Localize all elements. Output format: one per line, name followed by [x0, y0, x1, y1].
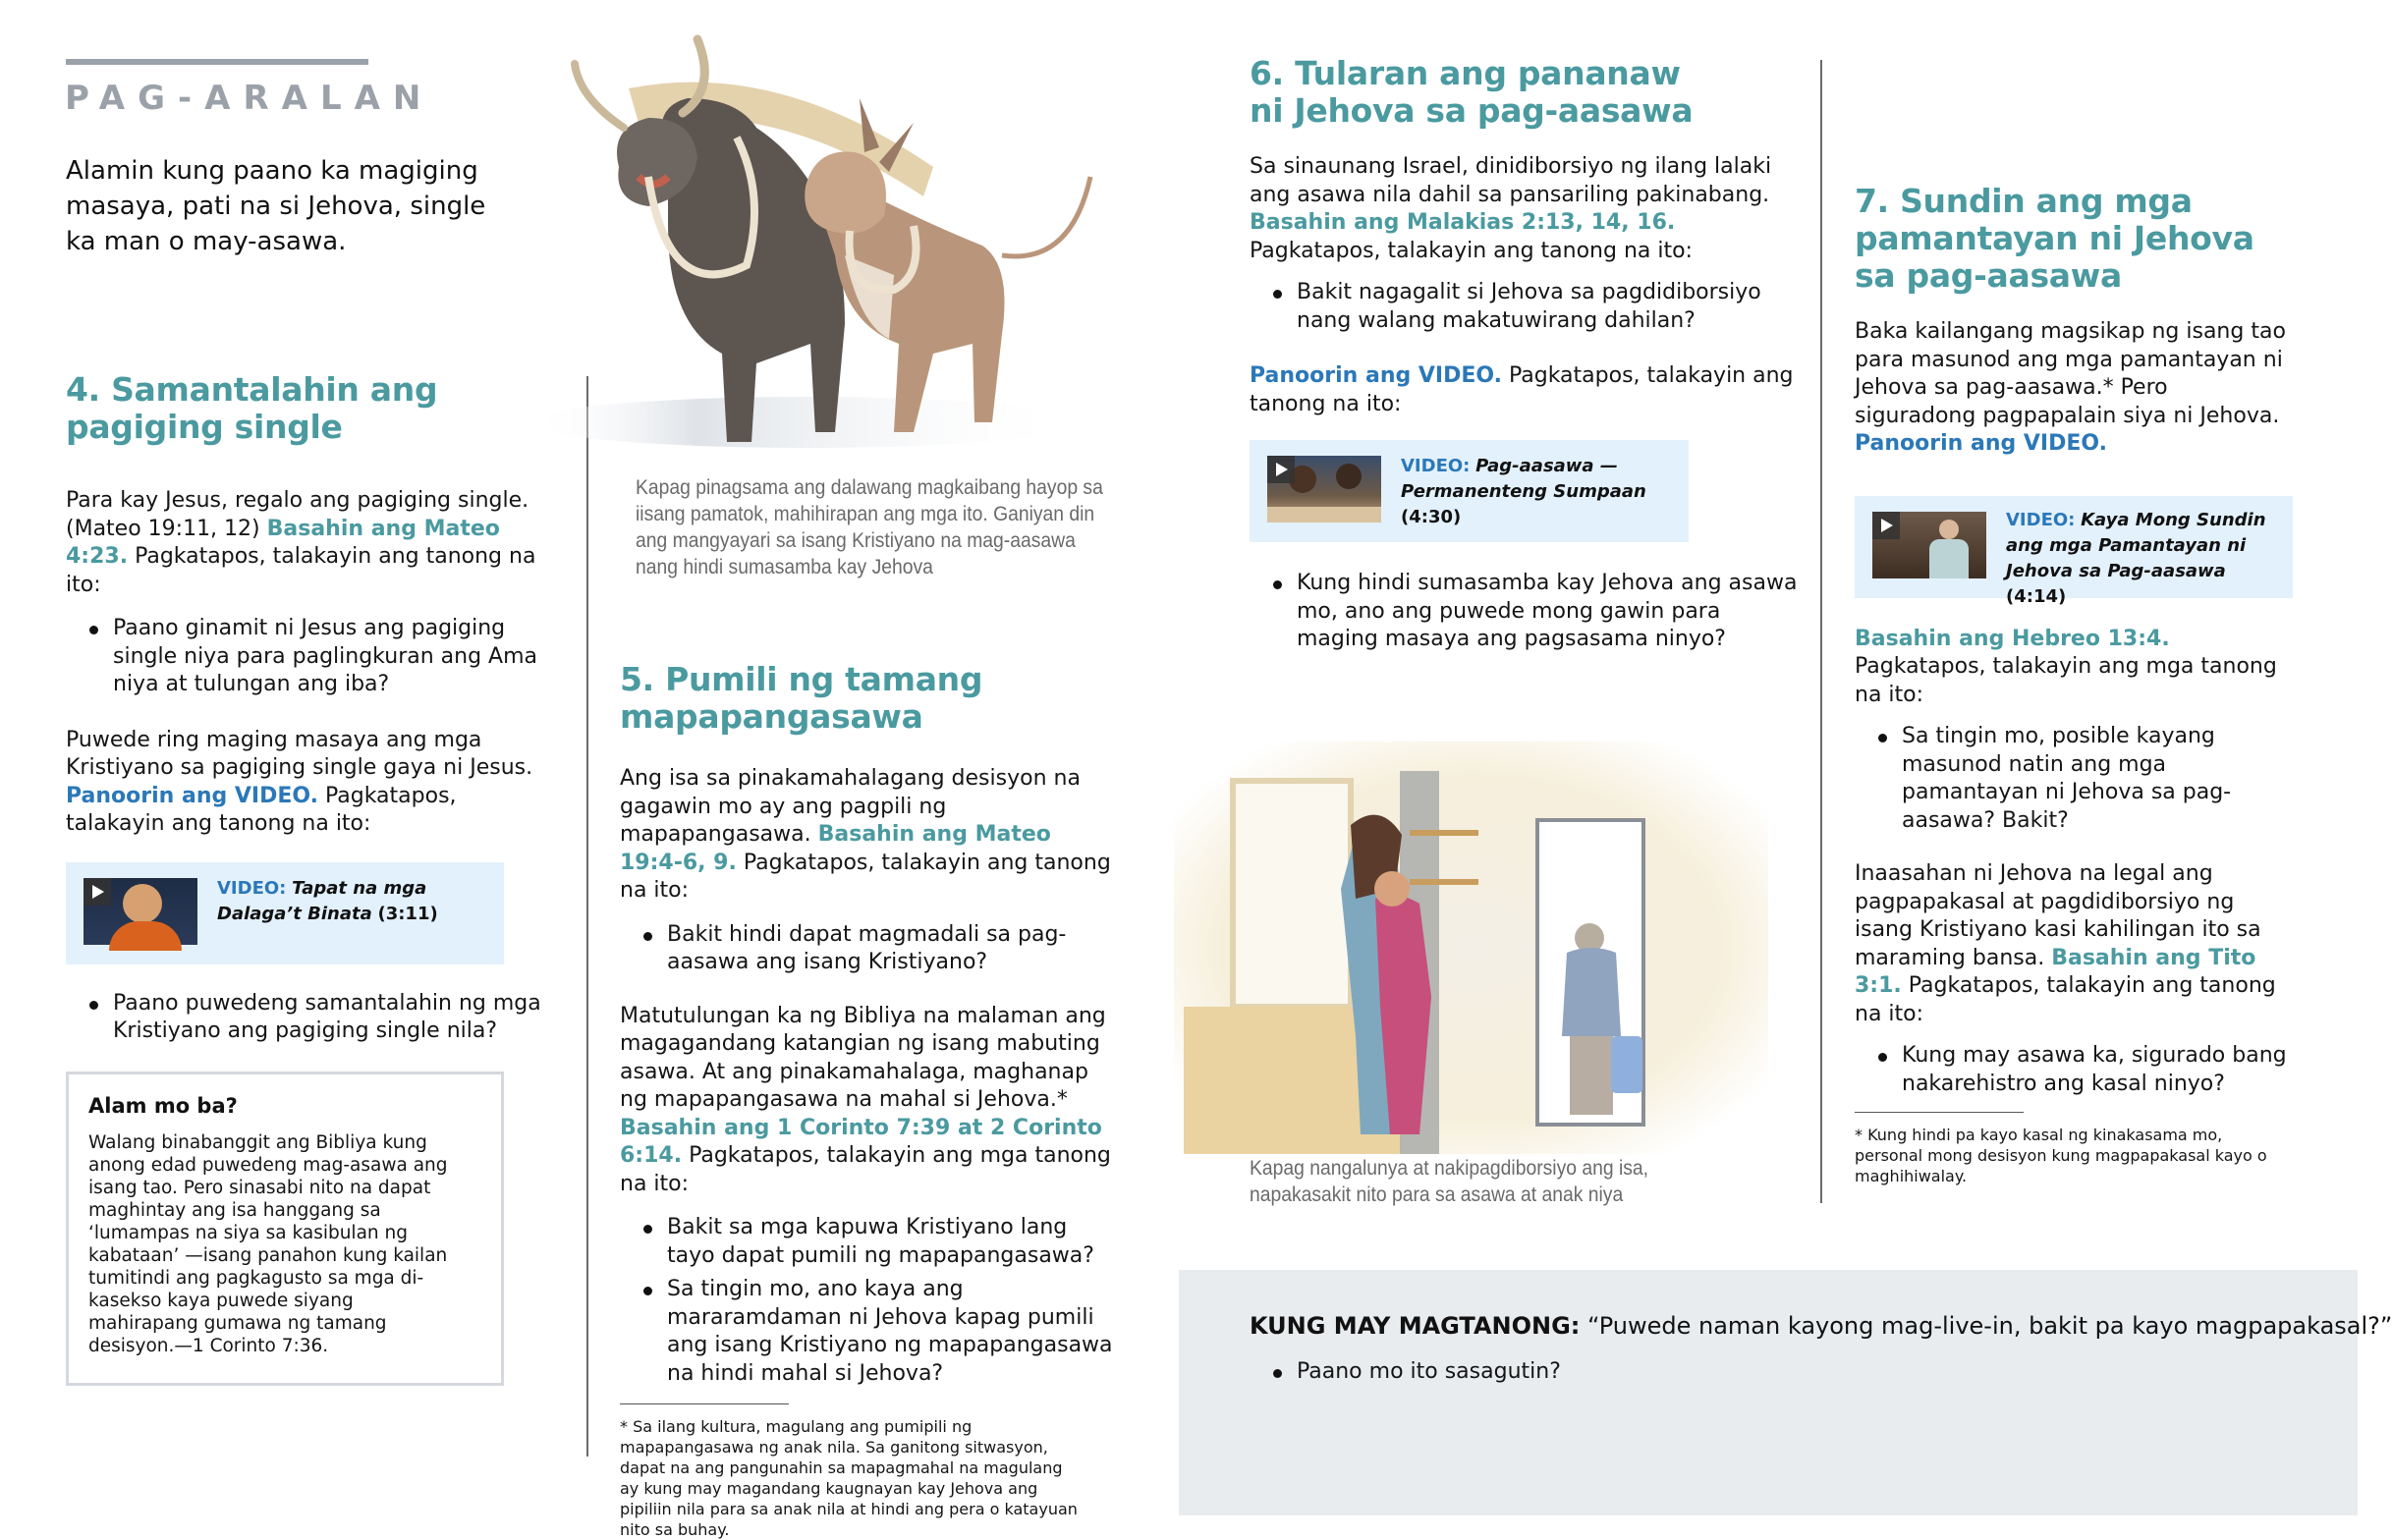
daughter-head	[1374, 871, 1410, 907]
person-woman	[1336, 464, 1362, 489]
section-6-paragraph-2: Panoorin ang VIDEO. Pagkatapos, talakayin ang tanong na ito:	[1250, 363, 1794, 416]
ask-quote: “Puwede naman kayong mag-live-in, bakit pa kayo magpapakasal?”	[1587, 1312, 2392, 1340]
video-title: Tapat na mga Dalaga’t Binata	[217, 877, 427, 924]
section-6	[1250, 55, 1800, 654]
father-legs	[1570, 1036, 1613, 1115]
section-4	[66, 371, 562, 1386]
section-4-paragraph-1: Para kay Jesus, regalo ang pagiging single. (Mateo 19:11, 12) Basahin ang Mateo 4:23. Pagkatapos, talakayin ang tanong na ito:	[66, 488, 536, 597]
grass-shadow	[530, 397, 1081, 448]
person-head	[1939, 520, 1959, 539]
donkey-tail	[1002, 177, 1090, 256]
question-item: Sa tingin mo, ano kaya ang mararamdaman ni Jehova kapag pumili ang isang Kristiyano ng mapapangasawa na hindi mahal si Jehova?	[667, 1276, 1121, 1388]
section-5-footnote: * Sa ilang kultura, magulang ang pumipili ng mapapangasawa ng anak nila. Sa ganitong sitwasyon, dapat na ang pangunahin sa mapagmahal na magulang ay kung may magandang kaugnayan kay Jehova ang pipiliin nila para sa anak nila at hindi ang pera o katayuan nito sa buhay.	[620, 1417, 1078, 1539]
scripture-link-malakias[interactable]: Basahin ang Malakias 2:13, 14, 16.	[1250, 210, 1676, 235]
section-5-title: 5. Pumili ng tamang mapapangasawa	[620, 660, 983, 736]
watch-video-link[interactable]: Panoorin ang VIDEO.	[1855, 431, 2107, 456]
section-6-title: 6. Tularan ang pananaw ni Jehova sa pag-aasawa	[1250, 54, 1694, 130]
column-divider	[586, 376, 588, 1457]
ox-donkey-drawing	[521, 29, 1149, 452]
video-title: Kaya Mong Sundin ang mga Pamantayan ni Jehova sa Pag-aasawa	[2006, 509, 2266, 581]
video-thumbnail[interactable]	[1267, 456, 1381, 522]
section-6-questions-1	[1297, 279, 1800, 335]
section-4-questions-1	[113, 615, 562, 699]
video-thumbnail[interactable]	[83, 878, 197, 945]
did-you-know-box	[66, 1072, 504, 1386]
question-item: Bakit nagagalit si Jehova sa pagdidiborsiyo nang walang makatuwirang dahilan?	[1297, 279, 1800, 335]
video-card-kaya-mong-sundin[interactable]	[1855, 496, 2293, 607]
father-jacket	[1562, 948, 1621, 1036]
section-7	[1855, 183, 2297, 1186]
question-item: Bakit hindi dapat magmadali sa pag-aasawa ang isang Kristiyano?	[667, 921, 1121, 977]
person-shoulders	[109, 921, 182, 951]
section-5	[620, 661, 1121, 1540]
ox-horn-left	[575, 64, 624, 128]
watch-video-link[interactable]: Panoorin ang VIDEO.	[66, 783, 318, 808]
section-7-paragraph-3: Inaasahan ni Jehova na legal ang pagpapakasal at pagdidiborsiyo ng isang Kristiyano kasi kahilingan ito sa maraming bansa. Basahin ang Tito 3:1. Pagkatapos, talakayin ang tanong na ito:	[1855, 861, 2276, 1026]
section-5-questions-2	[667, 1214, 1121, 1388]
section-7-paragraph-1: Baka kailangang magsikap ng isang tao para masunod ang mga pamantayan ni Jehova sa pag-aasawa.* Pero siguradong pagpapalain siya ni Jehova. Panoorin ang VIDEO.	[1855, 319, 2286, 456]
did-you-know-title: Alam mo ba?	[88, 1093, 238, 1118]
section-7-questions-2	[1902, 1042, 2297, 1098]
scripture-link-mateo-4-23[interactable]: Basahin ang Mateo 4:23.	[66, 516, 500, 569]
video-caption: VIDEO: Tapat na mga Dalaga’t Binata (3:11)	[217, 877, 438, 924]
section-7-title: 7. Sundin ang mga pamantayan ni Jehova sa pag-aasawa	[1855, 182, 2254, 295]
scripture-link-tito[interactable]: Basahin ang Tito 3:1.	[1855, 945, 2256, 998]
section-label: PAG-ARALAN	[65, 79, 434, 118]
shelf-top	[1410, 830, 1478, 836]
if-someone-asks-box	[1179, 1270, 2392, 1515]
suitcase	[1611, 1036, 1642, 1093]
donkey-head	[805, 151, 886, 233]
ask-label: KUNG MAY MAGTANONG:	[1250, 1312, 1581, 1340]
video-duration: (3:11)	[377, 903, 438, 924]
question-item: Bakit sa mga kapuwa Kristiyano lang tayo dapat pumili ng mapapangasawa?	[667, 1214, 1121, 1270]
section-4-questions-2	[113, 990, 562, 1046]
question-item: Kung may asawa ka, sigurado bang nakarehistro ang kasal ninyo?	[1902, 1042, 2297, 1098]
table	[1267, 507, 1381, 522]
section-4-paragraph-2: Puwede ring maging masaya ang mga Kristiyano sa pagiging single gaya ni Jesus. Panoorin ang VIDEO. Pagkatapos, talakayin ang tanong na ito:	[66, 727, 533, 836]
section-7-questions-1	[1902, 723, 2297, 835]
figure-1-caption: Kapag pinagsama ang dalawang magkaibang hayop sa iisang pamatok, mahihirapan ang mga ito. Ganiyan din ang mangyayari sa isang Kristiyano na mag-aasawa nang hindi sumasamba kay Jehova	[636, 476, 1103, 578]
family-drawing	[1174, 742, 1768, 1154]
play-icon[interactable]	[83, 878, 111, 906]
scripture-link-mateo-19[interactable]: Basahin ang Mateo 19:4-6, 9.	[620, 822, 1051, 875]
person-shirt	[1929, 539, 1969, 578]
video-thumbnail[interactable]	[1872, 512, 1986, 578]
family-illustration	[1174, 742, 1768, 1154]
video-caption: VIDEO: Kaya Mong Sundin ang mga Pamantayan ni Jehova sa Pag-aasawa (4:14)	[2006, 509, 2266, 607]
video-caption: VIDEO: Pag-aasawa —Permanenteng Sumpaan (4:30)	[1401, 456, 1646, 527]
did-you-know-body: Walang binabanggit ang Bibliya kung anong edad puwedeng mag-asawa ang isang tao. Pero sinasabi nito na dapat maghintay ang isa hanggang sa ‘lumampas na siya sa kasibulan ng kabataan’ —isang panahon kung kailan tumitindi ang pagkagusto sa mga di-kasekso kaya puwede siyang mahirapang gumawa ng tamang desisyon.—1 Corinto 7:36.	[88, 1131, 448, 1356]
scripture-link-hebreo[interactable]: Basahin ang Hebreo 13:4.	[1855, 626, 2170, 651]
video-title: Pag-aasawa —Permanenteng Sumpaan	[1401, 456, 1646, 502]
ox-donkey-illustration	[521, 29, 1149, 452]
person-silhouette	[123, 884, 162, 923]
section-5-questions-1	[667, 921, 1121, 977]
header-rule	[66, 59, 368, 65]
column-divider	[1820, 60, 1822, 1203]
section-7-paragraph-2: Basahin ang Hebreo 13:4. Pagkatapos, talakayin ang mga tanong na ito:	[1855, 626, 2277, 707]
section-5-paragraph-2: Matutulungan ka ng Bibliya na malaman ang magagandang katangian ng isang mabuting asawa. At ang pinakamahalaga, maghanap ng mapapangasawa na mahal si Jehova.* Basahin ang 1 Corinto 7:39 at 2 Corinto 6:14. Pagkatapos, talakayin ang mga tanong na ito:	[620, 1003, 1111, 1196]
question-item: Paano mo ito sasagutin?	[1297, 1358, 1561, 1387]
video-duration: (4:30)	[1401, 507, 1462, 527]
video-card-tapat[interactable]	[66, 862, 504, 964]
footnote-rule	[1855, 1112, 2024, 1113]
question-item: Paano puwedeng samantalahin ng mga Kristiyano ang pagiging single nila?	[113, 990, 562, 1046]
figure-2-caption: Kapag nangalunya at nakipagdiborsiyo ang isa, napakasakit nito para sa asawa at anak niya	[1250, 1157, 1649, 1206]
ask-question	[1250, 1311, 2392, 1341]
window	[1233, 781, 1351, 1007]
watch-video-link[interactable]: Panoorin ang VIDEO.	[1250, 363, 1502, 388]
section-6-questions-2	[1297, 570, 1800, 654]
play-icon[interactable]	[1872, 512, 1900, 539]
video-duration: (4:14)	[2006, 585, 2067, 607]
section-6-paragraph-1: Sa sinaunang Israel, dinidiborsiyo ng ilang lalaki ang asawa nila dahil sa pansariling pakinabang. Basahin ang Malakias 2:13, 14, 16. Pagkatapos, talakayin ang tanong na ito:	[1250, 154, 1772, 263]
section-4-title: 4. Samantalahin ang pagiging single	[66, 370, 438, 446]
scripture-link-corinto[interactable]: Basahin ang 1 Corinto 7:39 at 2 Corinto 6:14.	[620, 1115, 1102, 1168]
ask-questions	[1297, 1358, 1561, 1387]
section-5-paragraph-1: Ang isa sa pinakamahalagang desisyon na gagawin mo ay ang pagpili ng mapapangasawa. Basahin ang Mateo 19:4-6, 9. Pagkatapos, talakayin ang tanong na ito:	[620, 766, 1111, 903]
play-icon[interactable]	[1267, 456, 1295, 483]
section-7-footnote: * Kung hindi pa kayo kasal ng kinakasama mo, personal mong desisyon kung magpapakasal kayo o maghihiwalay.	[1855, 1126, 2267, 1185]
intro-text: Alamin kung paano ka magiging masaya, pati na si Jehova, single ka man o may-asawa.	[66, 156, 486, 256]
shelf-bottom	[1410, 879, 1478, 885]
question-item: Sa tingin mo, posible kayang masunod natin ang mga pamantayan ni Jehova sa pag-aasawa? Bakit?	[1902, 723, 2297, 835]
video-card-pag-aasawa[interactable]	[1250, 440, 1689, 542]
footnote-rule	[620, 1403, 789, 1404]
question-item: Kung hindi sumasamba kay Jehova ang asawa mo, ano ang puwede mong gawin para maging masaya ang pagsasama ninyo?	[1297, 570, 1800, 654]
question-item: Paano ginamit ni Jesus ang pagiging single niya para paglingkuran ang Ama niya at tulungan ang iba?	[113, 615, 562, 699]
